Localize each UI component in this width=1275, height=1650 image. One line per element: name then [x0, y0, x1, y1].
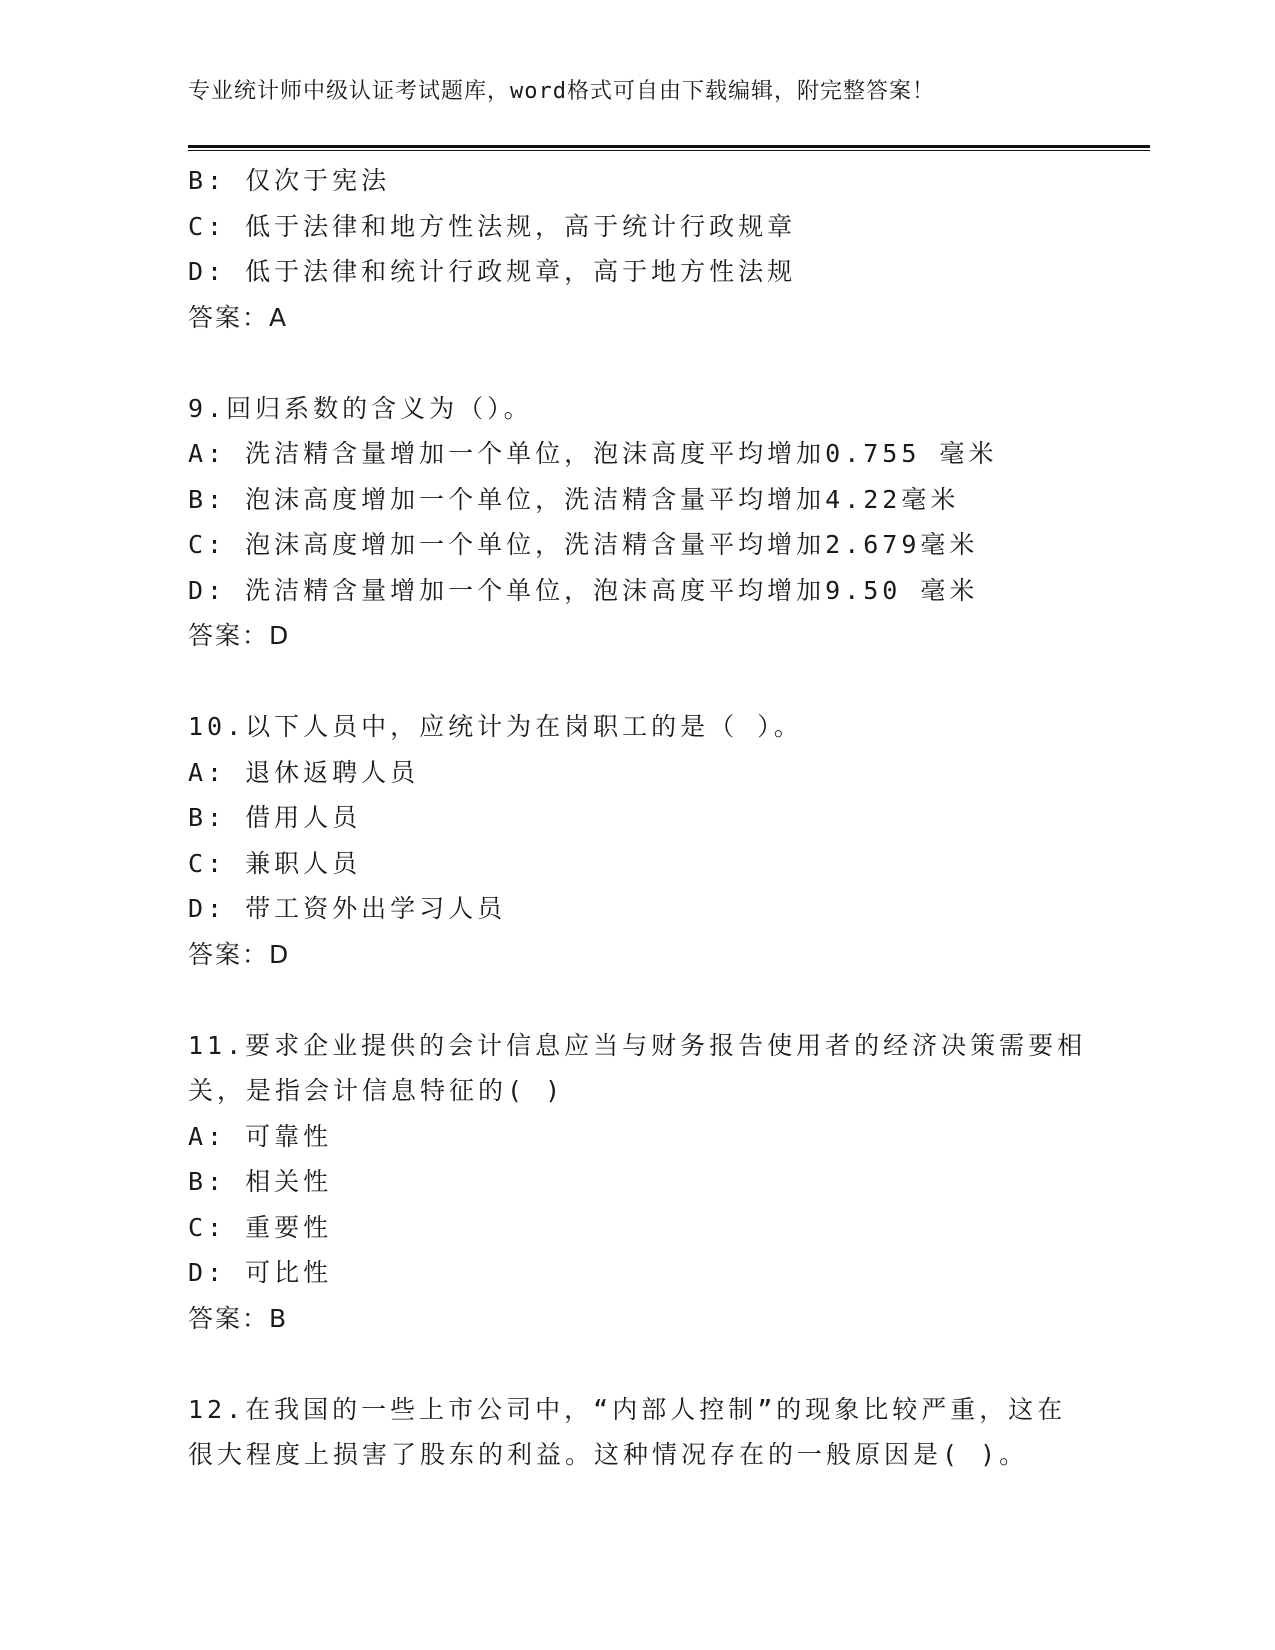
- question-8-continued: [188, 158, 1118, 340]
- question-10: [188, 704, 1118, 977]
- question-stem-line-1: 12.在我国的一些上市公司中，“内部人控制”的现象比较严重，这在: [188, 1394, 1067, 1424]
- option-b: B: 相关性: [188, 1167, 333, 1196]
- answer-line: 答案：B: [188, 1303, 289, 1333]
- option-c: C: 重要性: [188, 1212, 333, 1242]
- option-d: D: 低于法律和统计行政规章，高于地方性法规: [188, 257, 797, 286]
- option-a: A: 退休返聘人员: [188, 757, 420, 787]
- question-stem-line-2: 关，是指会计信息特征的( ): [188, 1076, 565, 1105]
- question-stem-line-2: 很大程度上损害了股东的利益。这种情况存在的一般原因是( )。: [188, 1440, 1029, 1469]
- option-a: A: 可靠性: [188, 1121, 333, 1151]
- option-c: C: 低于法律和地方性法规，高于统计行政规章: [188, 211, 797, 241]
- option-b: B: 借用人员: [188, 803, 362, 832]
- option-b: B: 泡沫高度增加一个单位，洗洁精含量平均增加4.22毫米: [188, 484, 960, 514]
- answer-line: 答案：D: [188, 621, 291, 650]
- option-c: C: 泡沫高度增加一个单位，洗洁精含量平均增加2.679毫米: [188, 530, 979, 559]
- document-body: [188, 158, 1118, 1478]
- answer-line: 答案：A: [188, 302, 289, 332]
- option-d: D: 洗洁精含量增加一个单位，泡沫高度平均增加9.50 毫米: [188, 575, 979, 605]
- header-rule-thin: [188, 150, 1150, 151]
- option-a: A: 洗洁精含量增加一个单位，泡沫高度平均增加0.755 毫米: [188, 439, 998, 468]
- question-stem: 10.以下人员中，应统计为在岗职工的是（ ）。: [188, 712, 803, 741]
- question-11: [188, 1023, 1118, 1342]
- option-d: D: 带工资外出学习人员: [188, 894, 507, 923]
- header-rule-thick: [188, 145, 1150, 148]
- answer-line: 答案：D: [188, 939, 291, 969]
- question-9: [188, 386, 1118, 659]
- option-b: B: 仅次于宪法: [188, 166, 391, 195]
- page-header: 专业统计师中级认证考试题库，word格式可自由下载编辑，附完整答案！: [188, 79, 935, 104]
- question-stem: 9.回归系数的含义为（）。: [188, 393, 533, 423]
- question-12: [188, 1387, 1118, 1478]
- option-d: D: 可比性: [188, 1258, 333, 1287]
- question-stem-line-1: 11.要求企业提供的会计信息应当与财务报告使用者的经济决策需要相: [188, 1030, 1087, 1060]
- option-c: C: 兼职人员: [188, 848, 362, 878]
